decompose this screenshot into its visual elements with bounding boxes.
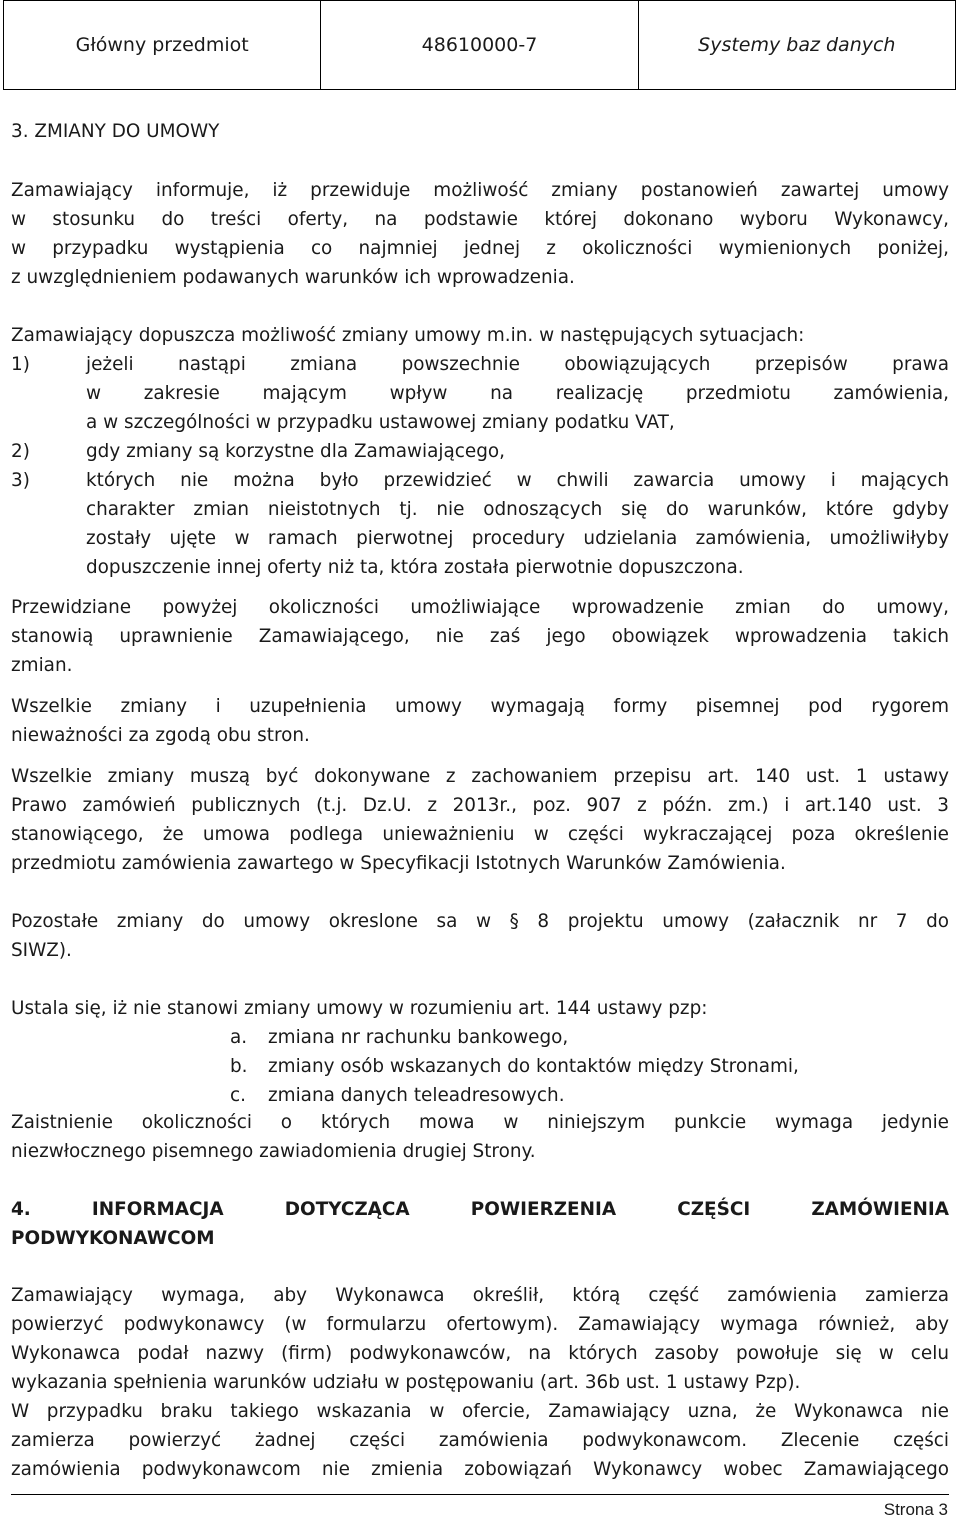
header-title: Systemy baz danych [638, 1, 955, 89]
header-cpv-code: 48610000-7 [320, 1, 637, 89]
s4-p1-line-6: zamierza powierzyć żadnej części zamówienia podwykonawcom. Zlecenie części [11, 1430, 949, 1451]
sublist-key: b. [230, 1056, 248, 1077]
list-line: dopuszczenie innej oferty niż ta, która została pierwotnie dopuszczona. [86, 557, 744, 578]
header-subject: Główny przedmiot [75, 34, 249, 56]
s3-p1-line-3: w przypadku wystąpienia co najmniej jednej z okoliczności wymienionych poniżej, [11, 238, 949, 259]
s3-p3-line-1: Przewidziane powyżej okoliczności umożliwiające wprowadzenie zmian do umowy, [11, 597, 949, 618]
sublist-text: zmiany osób wskazanych do kontaktów między Stronami, [268, 1056, 799, 1077]
s4-p1-line-3: Wykonawca podał nazwy (firm) podwykonawców, na których zasoby powołuje się w celu [11, 1343, 949, 1364]
document-header [3, 0, 956, 90]
page-number: Strona 3 [883, 1500, 948, 1519]
list-line: charakter zmian nieistotnych tj. nie odnoszących się do warunków, które gdyby [86, 499, 949, 520]
list-line: których nie można było przewidzieć w chwili zawarcia umowy i mających [86, 470, 949, 491]
s4-p1-line-4: wykazania spełnienia warunków udziału w postępowaniu (art. 36b ust. 1 ustawy Pzp). [11, 1372, 801, 1393]
footer-divider [11, 1494, 949, 1495]
sublist-key: c. [230, 1085, 246, 1106]
list-item [11, 350, 949, 437]
list-item [11, 437, 949, 466]
sublist-item [230, 1052, 799, 1081]
s4-p1-line-2: powierzyć podwykonawcy (w formularzu ofertowym). Zamawiający wymaga również, aby [11, 1314, 949, 1335]
s3-p5-line-4: przedmiotu zamówienia zawartego w Specyfikacji Istotnych Warunków Zamówienia. [11, 853, 786, 874]
list-number: 1) [11, 354, 30, 375]
s3-p6-line-2: SIWZ). [11, 940, 72, 961]
s4-p1-line-5: W przypadku braku takiego wskazania w ofercie, Zamawiający uzna, że Wykonawca nie [11, 1401, 949, 1422]
section-4-heading-line-2: PODWYKONAWCOM [11, 1228, 215, 1249]
s3-p1-line-2: w stosunku do treści oferty, na podstawie której dokonano wyboru Wykonawcy, [11, 209, 949, 230]
s3-p6-line-1: Pozostałe zmiany do umowy okreslone sa w § 8 projektu umowy (załacznik nr 7 do [11, 911, 949, 932]
section-4-heading-line-1: 4. INFORMACJA DOTYCZĄCA POWIERZENIA CZĘŚCI ZAMÓWIENIA [11, 1199, 949, 1220]
s4-p1-line-7: zamówienia podwykonawcom nie zmienia zobowiązań Wykonawcy wobec Zamawiającego [11, 1459, 949, 1480]
list-number: 2) [11, 441, 30, 462]
s3-p2: Zamawiający dopuszcza możliwość zmiany umowy m.in. w następujących sytuacjach: [11, 325, 805, 346]
s3-p5-line-1: Wszelkie zmiany muszą być dokonywane z zachowaniem przepisu art. 140 ust. 1 ustawy [11, 766, 949, 787]
s3-p5-line-3: stanowiącego, że umowa podlega unieważnieniu w części wykraczającej poza określenie [11, 824, 949, 845]
sublist-text: zmiana danych teleadresowych. [268, 1085, 565, 1106]
s3-p3-line-2: stanowią uprawnienie Zamawiającego, nie zaś jego obowiązek wprowadzenia takich [11, 626, 949, 647]
s3-p1-line-4: z uwzględnieniem podawanych warunków ich wprowadzenia. [11, 267, 575, 288]
sublist-text: zmiana nr rachunku bankowego, [268, 1027, 569, 1048]
s3-p5-line-2: Prawo zamówień publicznych (t.j. Dz.U. z 2013r., poz. 907 z późn. zm.) i art.140 ust. 3 [11, 795, 949, 816]
list-line: zostały ujęte w ramach pierwotnej procedury udzielania zamówienia, umożliwiłyby [86, 528, 949, 549]
sublist-key: a. [230, 1027, 248, 1048]
s3-p8-line-2: niezwłocznego pisemnego zawiadomienia drugiej Strony. [11, 1141, 536, 1162]
list-line: a w szczególności w przypadku ustawowej zmiany podatku VAT, [86, 412, 675, 433]
list-line: gdy zmiany są korzystne dla Zamawiającego, [86, 441, 506, 462]
s3-p4-line-2: nieważności za zgodą obu stron. [11, 725, 310, 746]
sublist-item [230, 1023, 568, 1052]
s3-p4-line-1: Wszelkie zmiany i uzupełnienia umowy wymagają formy pisemnej pod rygorem [11, 696, 949, 717]
s3-p1-line-1: Zamawiający informuje, iż przewiduje możliwość zmiany postanowień zawartej umowy [11, 180, 949, 201]
sublist-item [230, 1081, 565, 1110]
section-3-heading: 3. ZMIANY DO UMOWY [11, 121, 220, 142]
s3-p8-line-1: Zaistnienie okoliczności o których mowa w niniejszym punkcie wymaga jedynie [11, 1112, 949, 1133]
s4-p1-line-1: Zamawiający wymaga, aby Wykonawca określił, którą część zamówienia zamierza [11, 1285, 949, 1306]
s3-p7: Ustala się, iż nie stanowi zmiany umowy w rozumieniu art. 144 ustawy pzp: [11, 998, 708, 1019]
list-line: w zakresie mającym wpływ na realizację przedmiotu zamówienia, [86, 383, 949, 404]
list-line: jeżeli nastąpi zmiana powszechnie obowiązujących przepisów prawa [86, 354, 949, 375]
list-item [11, 466, 949, 582]
s3-p3-line-3: zmian. [11, 655, 73, 676]
list-number: 3) [11, 470, 30, 491]
